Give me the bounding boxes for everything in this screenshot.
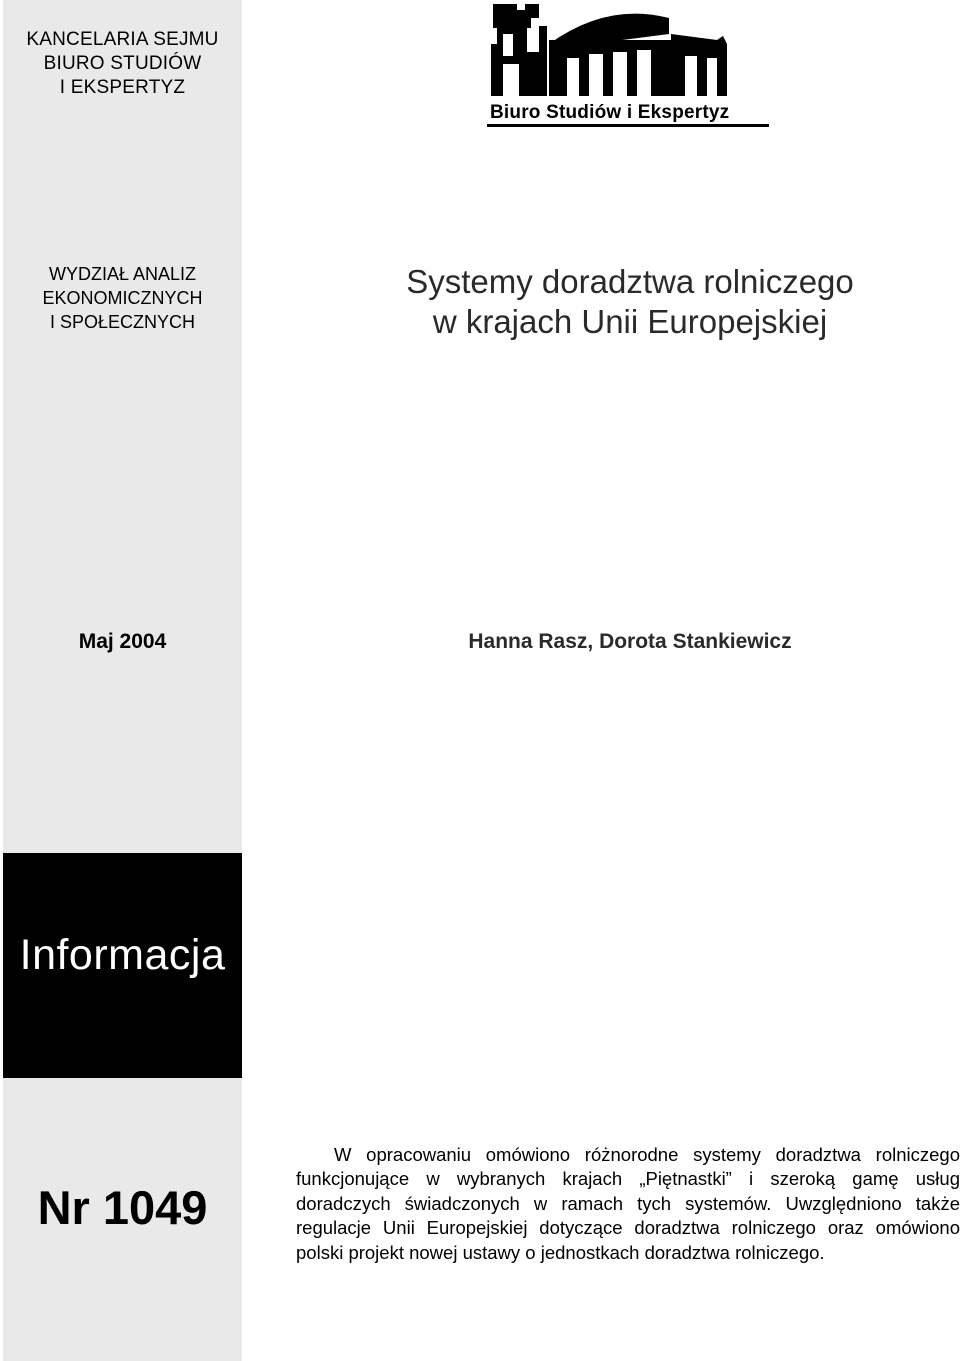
document-title [300, 262, 960, 342]
publication-date: Maj 2004 [78, 630, 167, 653]
department-name [3, 262, 242, 334]
department-line-2: EKONOMICZNYCH [42, 288, 203, 308]
document-type-label: Informacja [19, 931, 226, 979]
logo-text: Biuro Studiów i Ekspertyz [490, 102, 730, 123]
organization-name [3, 28, 242, 100]
document-number: Nr 1049 [37, 1181, 208, 1234]
abstract-paragraph: W opracowaniu omówiono różnorodne systemy doradztwa rolniczego funkcjonujące w wybranych krajach „Piętnastki” i szeroką gamę usług doradczych świadczonych w ramach tych systemów. Uwzględniono także regulacje Unii Europejskiej dotyczące doradztwa rolniczego oraz omówiono polski projekt nowej ustawy o jednostkach doradztwa rolniczego. [296, 1144, 960, 1263]
title-line-1: Systemy doradztwa rolniczego [406, 263, 854, 300]
authors: Hanna Rasz, Dorota Stankiewicz [468, 630, 792, 653]
organization-line-1: KANCELARIA SEJMU [26, 29, 219, 50]
organization-line-2: BIURO STUDIÓW [43, 53, 202, 74]
document-type-box [3, 853, 242, 1078]
organization-line-3: I EKSPERTYZ [59, 77, 186, 98]
sidebar-panel [3, 0, 242, 1361]
logo [487, 4, 771, 130]
department-line-3: I SPOŁECZNYCH [49, 312, 196, 332]
department-line-1: WYDZIAŁ ANALIZ [48, 264, 197, 284]
title-line-2: w krajach Unii Europejskiej [432, 303, 828, 340]
